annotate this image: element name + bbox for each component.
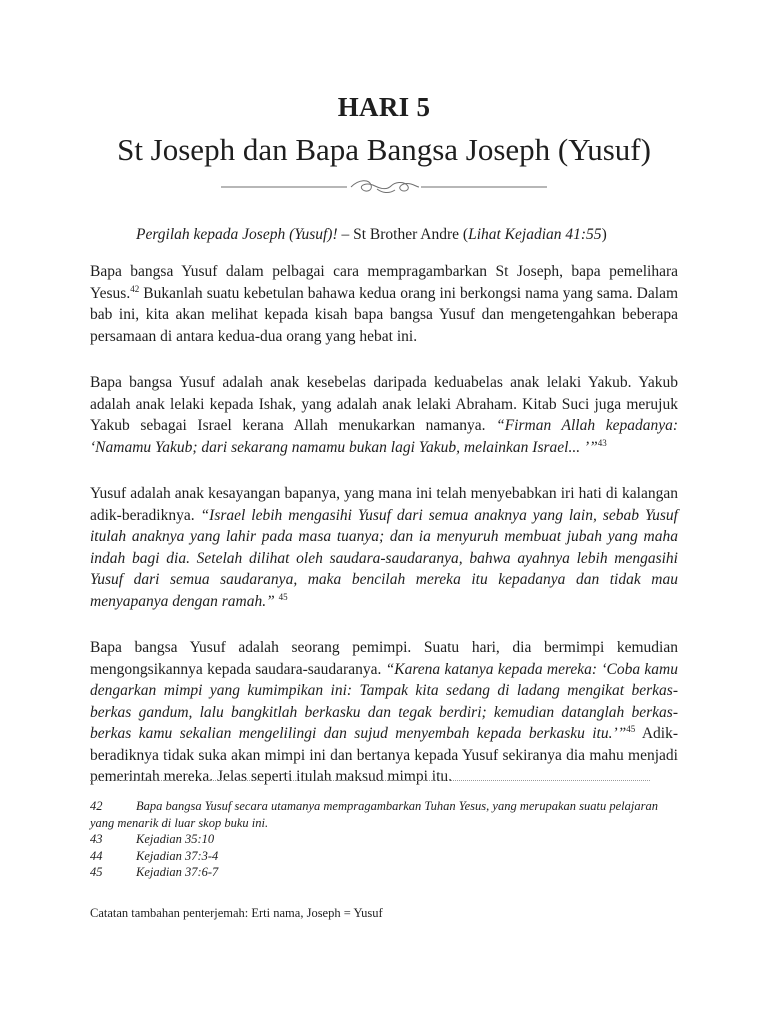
epigraph <box>136 226 607 244</box>
body-text <box>90 261 678 813</box>
paragraph-4-text: Bapa bangsa Yusuf adalah seorang pemimpi. Suatu hari, dia bermimpi kemudian mengongsikannya kepada saudara-saudaranya. <box>90 639 678 678</box>
footnote-ref[interactable]: 45 <box>278 591 288 602</box>
paragraph-4 <box>90 637 678 788</box>
footnote-item <box>90 848 680 865</box>
paragraph-1 <box>90 261 678 347</box>
footnote-text: Kejadian 37:3-4 <box>136 848 219 863</box>
paragraph-4-text-cont: Adik-beradiknya tidak suka akan mimpi ini dan bertanya kepada Yusuf sekiranya dia mahu menjadi pemerintah mereka. Jelas seperti itulah maksud mimpi itu. <box>90 725 678 785</box>
paragraph-1-text: Bapa bangsa Yusuf dalam pelbagai cara mempragambarkan St Joseph, bapa pemelihara Yesus. <box>90 263 678 302</box>
epigraph-quote: Pergilah kepada Joseph (Yusuf)! <box>136 226 338 243</box>
paragraph-2-quote: “Firman Allah kepadanya: ‘Namamu Yakub; dari sekarang namamu bukan lagi Yakub, melainkan Israel... ’” <box>90 417 678 456</box>
footnotes <box>90 798 680 881</box>
paragraph-3-text: Yusuf adalah anak kesayangan bapanya, yang mana ini telah menyebabkan iri hati di kalangan adik-beradiknya. <box>90 485 678 524</box>
footnote-item <box>90 831 680 848</box>
footnote-item <box>90 798 680 815</box>
paragraph-3-quote: “Israel lebih mengasihi Yusuf dari semua anaknya yang lain, sebab Yusuf itulah anaknya yang lahir pada masa tuanya; dan ia menyuruh membuat jubah yang maha indah bagi dia. Setelah dilihat oleh saudara-saudaranya, bahwa ayahnya lebih mengasihi Yusuf dari semua saudaranya, maka bencilah mereka itu kepadanya dan tidak mau menyapanya dengan ramah.” <box>90 506 678 610</box>
flourish-divider-icon <box>0 173 768 201</box>
epigraph-attribution: – St Brother Andre ( <box>337 226 469 243</box>
paragraph-3 <box>90 483 678 612</box>
footnote-text: Kejadian 35:10 <box>136 832 215 846</box>
paragraph-2 <box>90 372 678 458</box>
epigraph-reference: Lihat Kejadian 41:55 <box>468 226 602 243</box>
footnote-separator <box>90 780 650 781</box>
footnote-ref[interactable]: 43 <box>597 437 607 448</box>
translator-note: Catatan tambahan penterjemah: Erti nama, Joseph = Yusuf <box>90 906 383 920</box>
chapter-title: St Joseph dan Bapa Bangsa Joseph (Yusuf) <box>117 132 651 167</box>
footnote-number: 45 <box>90 865 103 879</box>
footnote-text: Bapa bangsa Yusuf secara utamanya mempragambarkan Tuhan Yesus, yang merupakan suatu pelajaran <box>136 799 658 813</box>
footnote-ref[interactable]: 45 <box>626 724 636 734</box>
footnote-item <box>90 864 680 881</box>
footnote-ref[interactable]: 42 <box>130 283 140 294</box>
footnote-number: 44 <box>90 848 103 863</box>
day-heading: HARI 5 <box>337 92 431 122</box>
epigraph-close: ) <box>601 226 607 243</box>
footnote-number: 43 <box>90 832 103 846</box>
paragraph-2-text: Bapa bangsa Yusuf adalah anak kesebelas daripada keduabelas anak lelaki Yakub. Yakub adalah anak lelaki kepada Ishak, yang adalah anak lelaki Abraham. Kitab Suci juga merujuk Yakub sebagai Israel kerana Allah menukarkan namanya. <box>90 374 678 434</box>
paragraph-1-text-cont: Bukanlah suatu kebetulan bahawa kedua orang ini berkongsi nama yang sama. Dalam bab ini, kita akan melihat kepada kisah bapa bangsa Yusuf dan mengetengahkan beberapa persamaan di antara kedua-dua orang yang hebat ini. <box>90 284 678 345</box>
footnote-number: 42 <box>90 799 103 813</box>
footnote-text: Kejadian 37:6-7 <box>136 865 219 879</box>
footnote-text-continued: yang menarik di luar skop buku ini. <box>90 815 269 830</box>
paragraph-4-quote: “Karena katanya kepada mereka: ‘Coba kamu dengarkan mimpi yang kumimpikan ini: Tampak kita sedang di ladang mengikat berkas-berkas gandum, lalu bangkitlah berkasku dan tegak berdiri; kemudian datanglah berkas-berkas kamu sekalian mengelilingi dan sujud menyembah kepada berkasku itu.’” <box>90 660 678 742</box>
